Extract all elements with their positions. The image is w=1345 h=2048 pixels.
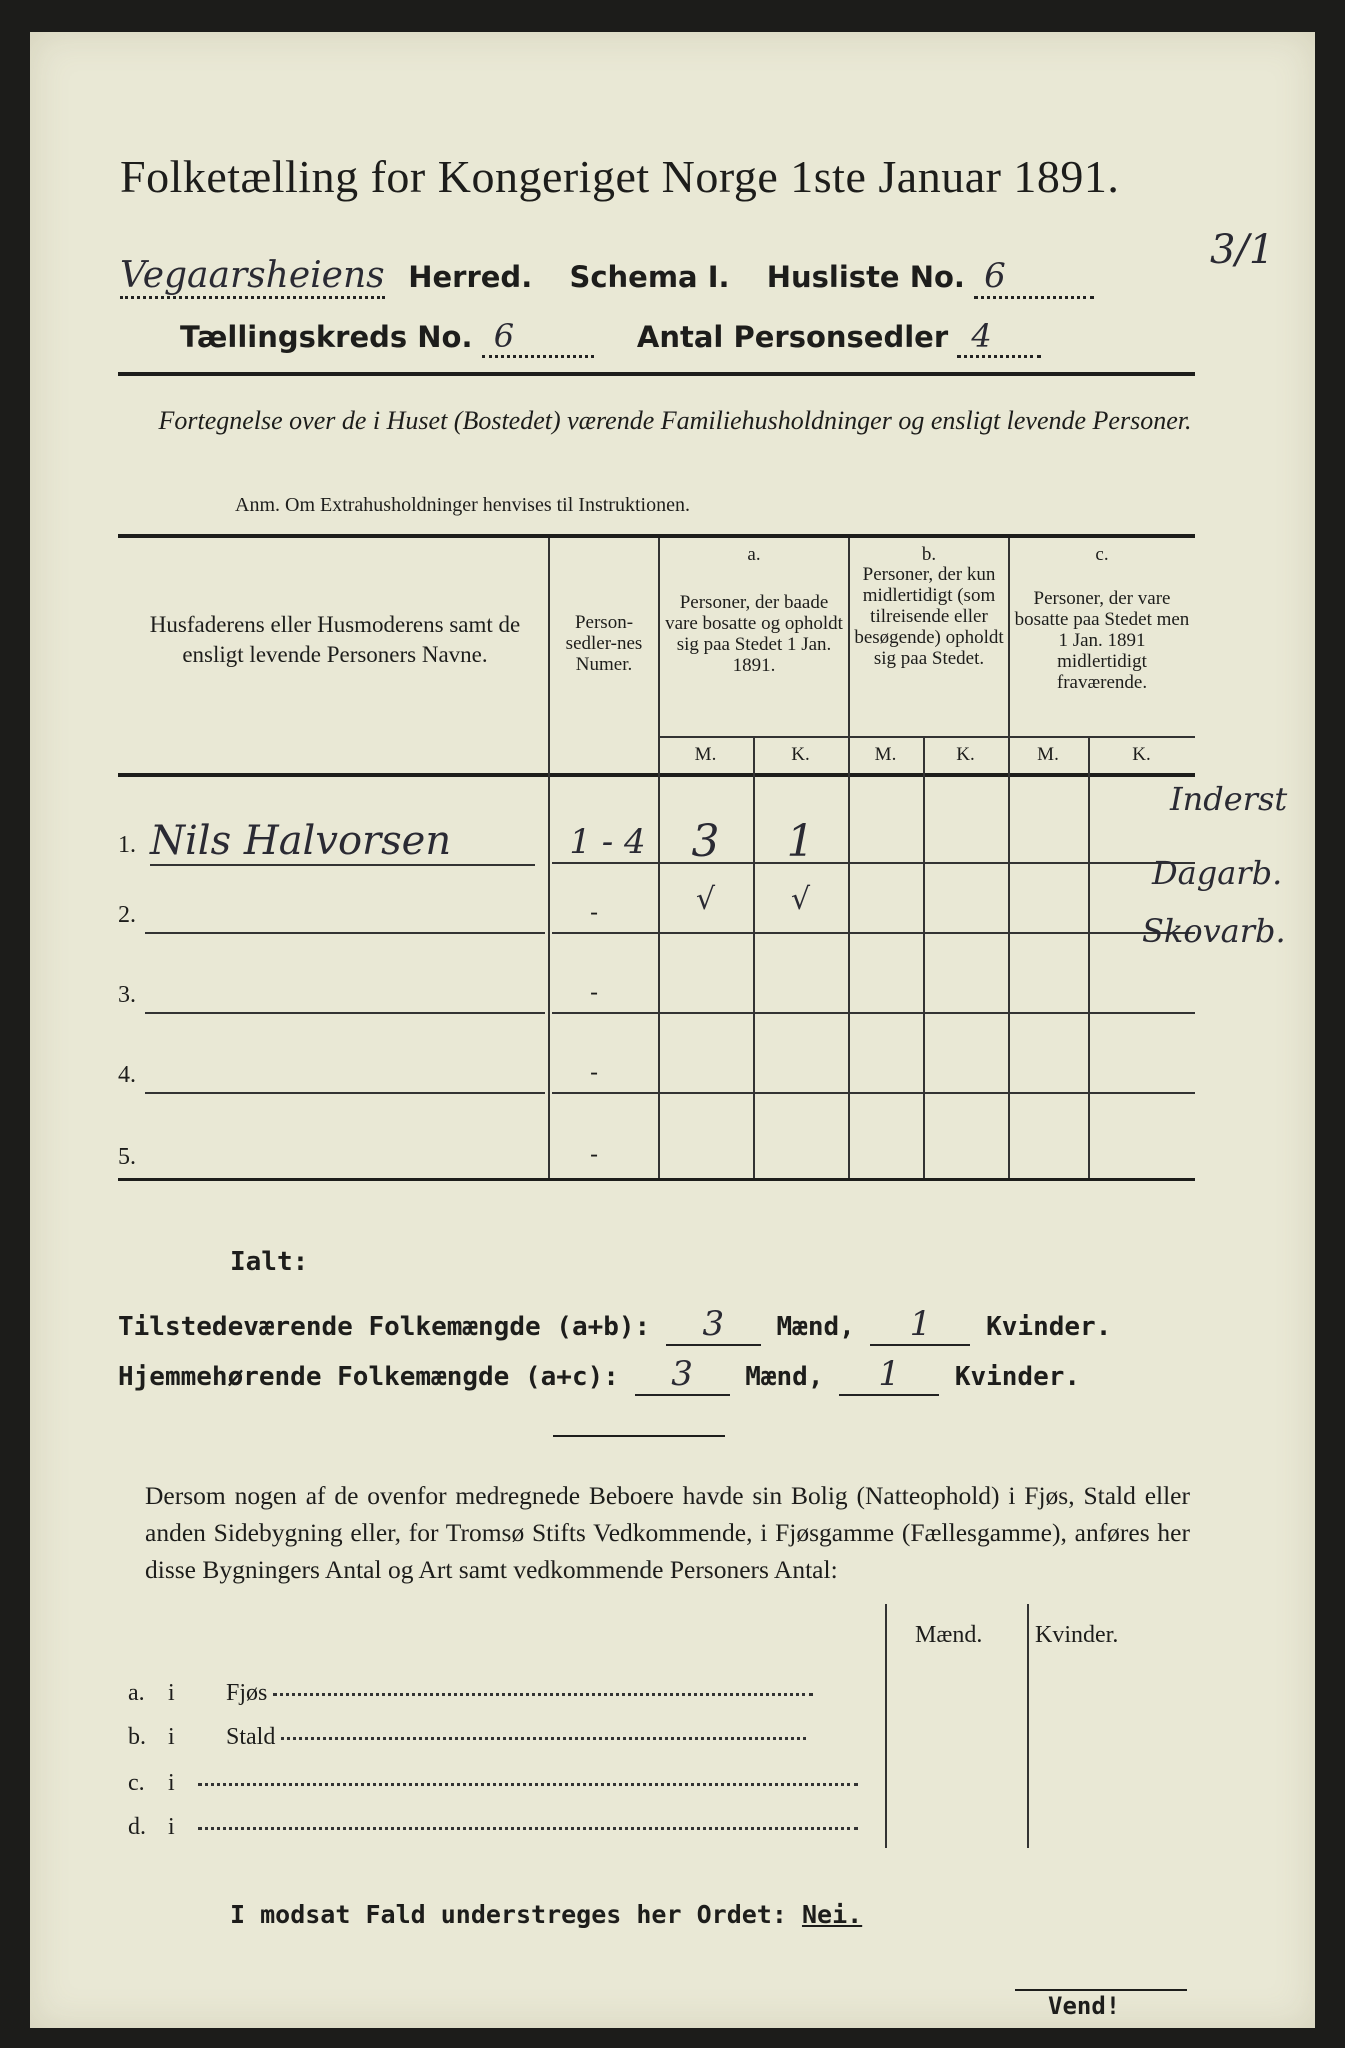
row-number: 5. — [118, 1144, 136, 1170]
header-b: Personer, der kun midlertidigt (som tilreisende eller besøgende) opholdt sig paa Stedet. — [854, 564, 1004, 669]
row-line — [145, 932, 545, 934]
row-line — [552, 1092, 1195, 1094]
row-line — [552, 862, 1195, 864]
item-letter: a. — [128, 1680, 145, 1706]
kreds-number: 6 — [482, 317, 594, 358]
kvinder-label: Kvinder. — [986, 1312, 1112, 1342]
maend-label: Mænd, — [745, 1362, 824, 1392]
hjemme-label: Hjemmehørende Folkemængde (a+c): — [118, 1362, 619, 1392]
row-line — [145, 1092, 545, 1094]
kvinder-header: Kvinder. — [1035, 1622, 1119, 1648]
a-k-label: K. — [791, 744, 810, 765]
a-m-check: √ — [695, 882, 716, 917]
item-letter: c. — [128, 1770, 145, 1796]
footer-rule — [1015, 1989, 1187, 1991]
row-dash: - — [590, 1140, 599, 1168]
row-number: 3. — [118, 982, 136, 1008]
hjemme-kvinder: 1 — [839, 1354, 939, 1396]
leader-dots — [198, 1783, 858, 1786]
header-rule — [118, 372, 1195, 376]
divider — [553, 1435, 725, 1437]
antal-label: Antal Personsedler — [636, 320, 949, 354]
side-note: Skovarb. — [1142, 912, 1286, 950]
herred-line — [120, 255, 1094, 299]
header-names: Husfaderens eller Husmoderens samt de ensligt levende Personers Navne. — [149, 612, 521, 667]
annotation: Anm. Om Extrahusholdninger henvises til Instruktionen. — [235, 494, 690, 516]
hjemme-line — [118, 1354, 1080, 1396]
col-divider — [1008, 538, 1010, 1178]
kreds-line — [180, 317, 1041, 358]
c-m-label: M. — [1037, 744, 1059, 765]
item-i: i — [168, 1724, 175, 1750]
maend-label: Mænd, — [776, 1312, 855, 1342]
row-line — [552, 932, 1195, 934]
leader-dots — [281, 1737, 806, 1740]
side-note: Inderst — [1170, 780, 1288, 818]
a-k-value: 1 — [786, 816, 815, 867]
household-name: Nils Halvorsen — [150, 818, 535, 866]
col-divider — [1027, 1604, 1029, 1848]
husliste-number: 6 — [974, 256, 1094, 299]
row-line — [145, 1012, 545, 1014]
tilstede-label: Tilstedeværende Folkemængde (a+b): — [118, 1312, 651, 1342]
a-m-label: M. — [694, 744, 717, 765]
row-dash: - — [590, 898, 599, 926]
item-i: i — [168, 1814, 175, 1840]
header-c: Personer, der vare bosatte paa Stedet men 1 Jan. 1891 midlertidigt fraværende. — [1014, 588, 1190, 693]
item-label: Fjøs — [226, 1680, 268, 1706]
tilstede-kvinder: 1 — [870, 1304, 970, 1346]
husliste-label: Husliste No. — [766, 260, 965, 294]
mk-divider — [658, 736, 1195, 738]
item-label: Stald — [226, 1724, 276, 1750]
herred-name: Vegaarsheiens — [120, 255, 385, 299]
tilstede-line — [118, 1304, 1111, 1346]
building-item — [128, 1814, 858, 1841]
maend-header: Mænd. — [915, 1622, 983, 1648]
herred-label: Herred. — [408, 260, 533, 294]
header-b-letter: b. — [921, 544, 937, 565]
c-k-label: K. — [1132, 744, 1151, 765]
row-number: 2. — [118, 902, 136, 928]
personsedler-range: 1 - 4 — [569, 822, 646, 862]
antal-value: 4 — [957, 317, 1041, 358]
col-divider — [753, 736, 755, 1178]
header-number: Person-sedler-nes Numer. — [565, 612, 643, 675]
header-a-letter: a. — [747, 544, 761, 565]
description: Fortegnelse over de i Huset (Bostedet) værende Familiehusholdninger og ensligt levende Personer. — [158, 406, 1192, 435]
col-divider — [885, 1604, 887, 1848]
row-dash: - — [590, 978, 599, 1006]
vend-label: Vend! — [1048, 1992, 1121, 2020]
nei-word: Nei. — [801, 1900, 863, 1929]
census-form-page — [30, 32, 1315, 2028]
row-dash: - — [590, 1058, 599, 1086]
hjemme-maend: 3 — [635, 1354, 730, 1396]
col-divider — [923, 736, 925, 1178]
col-divider — [548, 538, 550, 1178]
form-title: Folketælling for Kongeriget Norge 1ste Januar 1891. — [120, 151, 1120, 202]
margin-note: 3/1 — [1210, 227, 1275, 273]
schema-label: Schema I. — [569, 260, 730, 294]
row-number: 1. — [118, 832, 136, 858]
table-bottom-rule — [118, 1178, 1195, 1181]
col-divider — [848, 538, 850, 1178]
header-c-letter: c. — [1095, 544, 1109, 565]
building-item — [128, 1770, 858, 1797]
item-letter: b. — [128, 1724, 146, 1750]
col-divider — [1088, 736, 1090, 1178]
modsat-text: I modsat Fald understreges her Ordet: — [230, 1900, 787, 1929]
item-letter: d. — [128, 1814, 146, 1840]
b-m-label: M. — [874, 744, 897, 765]
row-number: 4. — [118, 1062, 136, 1088]
b-k-label: K. — [956, 744, 975, 765]
tilstede-maend: 3 — [666, 1304, 761, 1346]
building-paragraph: Dersom nogen af de ovenfor medregnede Beboere havde sin Bolig (Natteophold) i Fjøs, Stald eller anden Sidebygning eller, for Tromsø Stifts Vedkommende, i Fjøsgamme (Fællesgamme), anføres her disse Bygningers Antal og Art samt vedkommende Personers Antal: — [145, 1481, 1190, 1584]
table-header-rule — [118, 773, 1195, 777]
side-note: Dagarb. — [1152, 854, 1283, 892]
row-line — [552, 1012, 1195, 1014]
a-k-check: √ — [790, 882, 811, 917]
kreds-label: Tællingskreds No. — [180, 320, 473, 354]
item-i: i — [168, 1680, 175, 1706]
a-m-value: 3 — [691, 816, 720, 867]
kvinder-label: Kvinder. — [954, 1362, 1081, 1392]
header-a: Personer, der baade vare bosatte og opholdt sig paa Stedet 1 Jan. 1891. — [665, 592, 843, 676]
building-item — [128, 1724, 806, 1751]
building-item — [128, 1680, 813, 1707]
leader-dots — [273, 1693, 813, 1696]
leader-dots — [198, 1827, 858, 1830]
modsat-line — [230, 1900, 862, 1929]
item-i: i — [168, 1770, 175, 1796]
table-top-rule — [118, 534, 1195, 538]
ialt-label: Ialt: — [230, 1247, 309, 1277]
